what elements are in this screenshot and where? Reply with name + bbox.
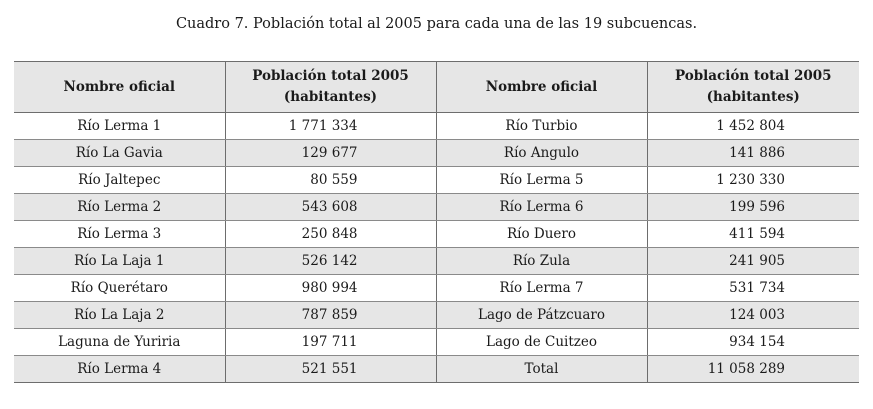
left-population-value: 980 994 <box>225 275 436 302</box>
right-subbasin-name: Río Lerma 5 <box>436 167 647 194</box>
header-population-left <box>225 62 436 113</box>
right-subbasin-name: Lago de Pátzcuaro <box>436 302 647 329</box>
right-population-value: 124 003 <box>647 302 859 329</box>
left-population-value: 787 859 <box>225 302 436 329</box>
right-population-value: 531 734 <box>647 275 859 302</box>
table-caption: Cuadro 7. Población total al 2005 para cada una de las 19 subcuencas. <box>175 16 698 32</box>
left-subbasin-name: Río Querétaro <box>14 275 225 302</box>
right-subbasin-name: Río Zula <box>436 248 647 275</box>
header-population-right-line2: (habitantes) <box>706 89 800 105</box>
left-population-value: 1 771 334 <box>225 113 436 140</box>
table-row <box>14 275 859 302</box>
right-population-value: 1 452 804 <box>647 113 859 140</box>
right-population-value: 141 886 <box>647 140 859 167</box>
total-label: Total <box>436 356 647 383</box>
left-subbasin-name: Río La Laja 1 <box>14 248 225 275</box>
header-population-right <box>647 62 859 113</box>
left-subbasin-name: Río La Laja 2 <box>14 302 225 329</box>
table-row <box>14 194 859 221</box>
left-subbasin-name: Río Lerma 1 <box>14 113 225 140</box>
header-name-left <box>14 62 225 113</box>
header-population-left-line2: (habitantes) <box>283 89 378 105</box>
total-population-value: 11 058 289 <box>647 356 859 383</box>
header-population-right-line1: Población total 2005 <box>674 68 832 84</box>
table-header <box>14 62 859 113</box>
header-name-left-label: Nombre oficial <box>63 78 175 95</box>
left-population-value: 526 142 <box>225 248 436 275</box>
left-population-value: 521 551 <box>225 356 436 383</box>
table-row <box>14 356 859 383</box>
right-population-value: 411 594 <box>647 221 859 248</box>
left-population-value: 80 559 <box>225 167 436 194</box>
table-row <box>14 248 859 275</box>
right-subbasin-name: Río Turbio <box>436 113 647 140</box>
right-subbasin-name: Río Lerma 6 <box>436 194 647 221</box>
left-population-value: 250 848 <box>225 221 436 248</box>
left-population-value: 129 677 <box>225 140 436 167</box>
table-row <box>14 113 859 140</box>
right-population-value: 241 905 <box>647 248 859 275</box>
left-population-value: 543 608 <box>225 194 436 221</box>
left-subbasin-name: Río Lerma 3 <box>14 221 225 248</box>
right-population-value: 934 154 <box>647 329 859 356</box>
right-subbasin-name: Lago de Cuitzeo <box>436 329 647 356</box>
table-row <box>14 329 859 356</box>
left-subbasin-name: Río La Gavia <box>14 140 225 167</box>
left-subbasin-name: Río Jaltepec <box>14 167 225 194</box>
header-row <box>14 62 859 113</box>
table-row <box>14 167 859 194</box>
right-population-value: 199 596 <box>647 194 859 221</box>
right-subbasin-name: Río Duero <box>436 221 647 248</box>
table-body <box>14 113 859 383</box>
header-name-right <box>436 62 647 113</box>
left-subbasin-name: Laguna de Yuriria <box>14 329 225 356</box>
table-row <box>14 140 859 167</box>
header-population-left-line1: Población total 2005 <box>252 68 409 84</box>
header-name-right-label: Nombre oficial <box>485 78 598 95</box>
table-row <box>14 302 859 329</box>
left-subbasin-name: Río Lerma 4 <box>14 356 225 383</box>
right-subbasin-name: Río Angulo <box>436 140 647 167</box>
right-population-value: 1 230 330 <box>647 167 859 194</box>
left-population-value: 197 711 <box>225 329 436 356</box>
left-subbasin-name: Río Lerma 2 <box>14 194 225 221</box>
population-table <box>14 61 859 383</box>
table-row <box>14 221 859 248</box>
right-subbasin-name: Río Lerma 7 <box>436 275 647 302</box>
